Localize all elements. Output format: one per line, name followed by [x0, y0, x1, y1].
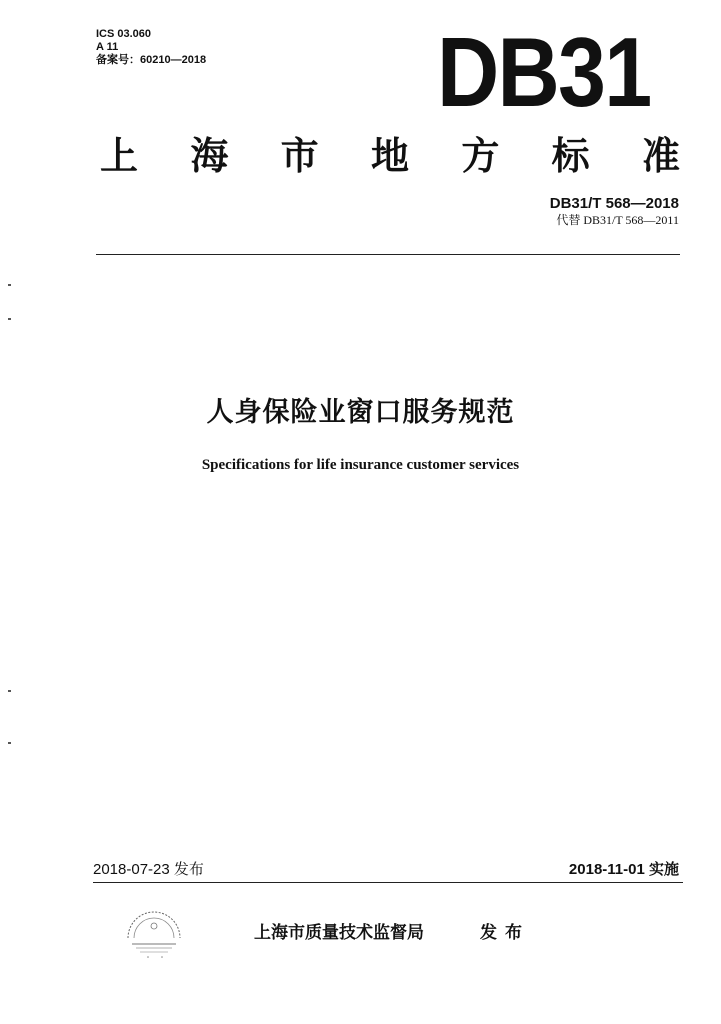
- standard-type-char: 市: [280, 134, 319, 178]
- ccs-code: A 11: [96, 41, 119, 53]
- scan-artifact: [8, 690, 11, 692]
- issue-date: 2018-07-23 发布: [93, 861, 204, 878]
- standard-type-char: 方: [461, 134, 500, 178]
- seal-icon: [118, 904, 190, 960]
- document-title-cn: 人身保险业窗口服务规范: [206, 397, 515, 428]
- replaced-standard: 代替 DB31/T 568—2011: [556, 213, 679, 227]
- scan-artifact: [8, 318, 11, 320]
- implementation-date: 2018-11-01 实施: [568, 861, 679, 878]
- standard-type-char: 地: [370, 134, 409, 178]
- footer-divider: [93, 882, 683, 883]
- header-divider: [96, 254, 680, 255]
- scan-artifact: [8, 742, 11, 744]
- record-number: 备案号：60210—2018: [96, 54, 207, 66]
- db31-logo: DB31: [437, 17, 651, 127]
- standard-type-char: 海: [190, 134, 229, 178]
- standard-code: DB31/T 568—2018: [549, 195, 679, 212]
- standard-code-block: [550, 195, 679, 227]
- issuer-action: 发布: [480, 923, 530, 943]
- ics-block: [96, 28, 206, 67]
- issuer-name: 上海市质量技术监督局: [254, 923, 424, 943]
- standard-type-char: 标: [551, 134, 590, 178]
- ics-code: ICS 03.060: [96, 28, 152, 40]
- standard-type-title: [100, 133, 680, 179]
- document-title-en: Specifications for life insurance customer services: [201, 457, 520, 473]
- standard-type-char: 上: [100, 134, 139, 178]
- standard-type-char: 准: [641, 134, 680, 178]
- scan-artifact: [8, 284, 11, 286]
